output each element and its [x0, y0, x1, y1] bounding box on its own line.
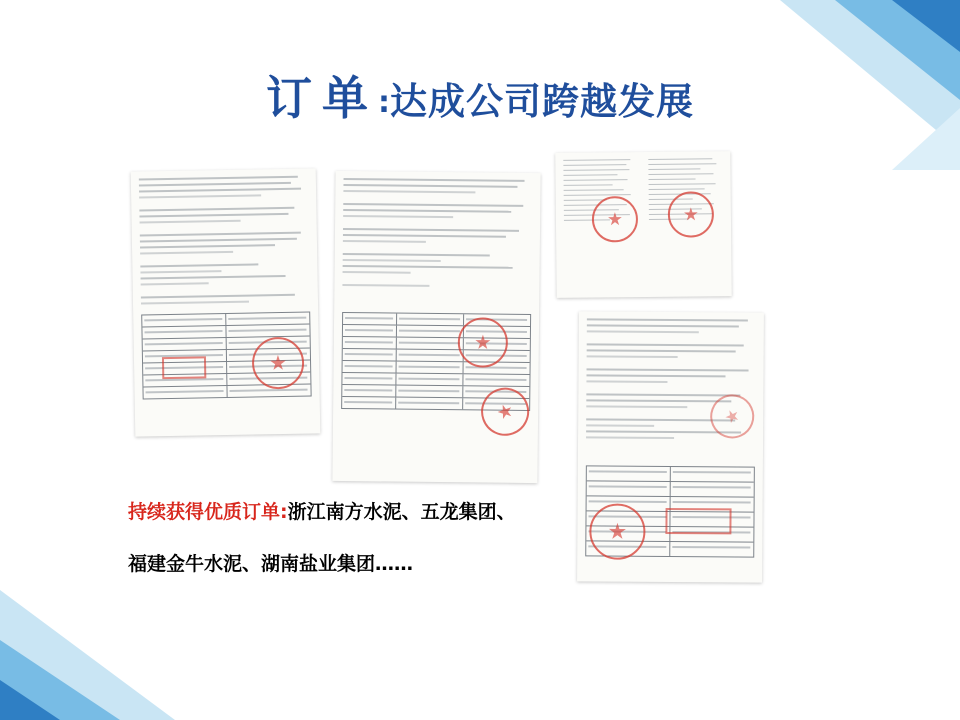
caption-line-2: [128, 549, 413, 576]
red-seal-stamp-secondary: [668, 191, 714, 237]
caption-line-1-black: 浙江南方水泥、五龙集团、: [287, 501, 516, 523]
contract-scan-left-content: [131, 168, 321, 436]
red-rectangular-seal: [665, 508, 731, 534]
red-seal-stamp: [458, 317, 509, 368]
red-seal-stamp: [592, 196, 638, 242]
title-separator: :: [378, 85, 390, 120]
caption-line-1: [128, 497, 516, 524]
contract-scan-left: [131, 168, 321, 436]
contract-scan-center: [332, 171, 540, 483]
decorative-ribbon-bottom-left: [0, 570, 260, 720]
caption-line-1-red: 持续获得优质订单:: [128, 501, 288, 523]
title-sub-text: 达成公司跨越发展: [390, 80, 694, 123]
page-title: [0, 62, 960, 128]
contract-scan-bottom-right: [577, 311, 764, 582]
red-seal-stamp: [589, 503, 645, 559]
contract-scan-center-content: [332, 171, 540, 483]
caption-line-2-black: 福建金牛水泥、湖南盐业集团……: [128, 553, 414, 575]
red-rectangular-seal: [162, 356, 206, 379]
title-main-text: 订单: [266, 71, 378, 125]
contract-scan-top-right: [555, 151, 732, 298]
